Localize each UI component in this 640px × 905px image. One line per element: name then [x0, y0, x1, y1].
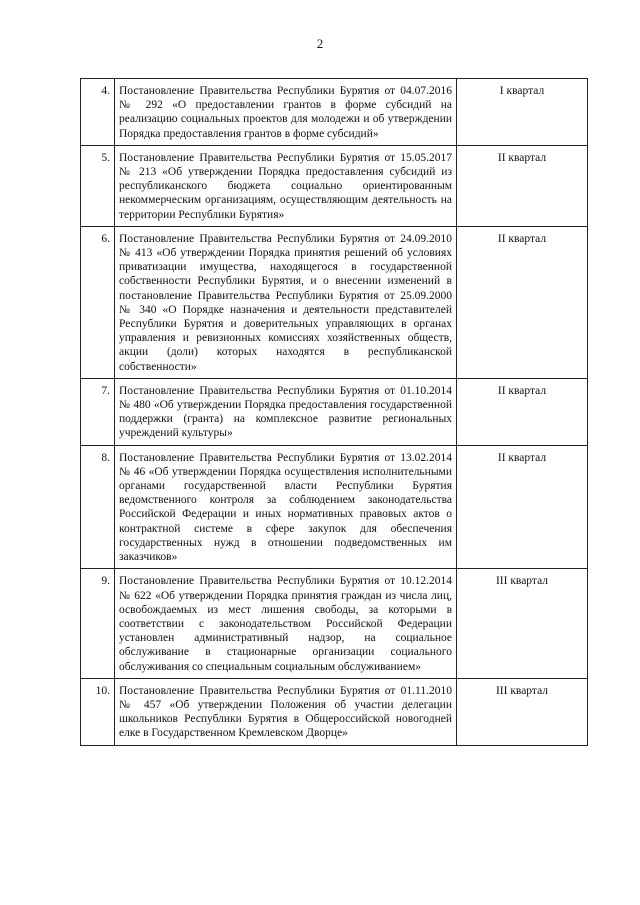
table-row — [81, 378, 588, 445]
plan-table — [80, 78, 588, 746]
row-period: I квартал — [457, 79, 588, 146]
row-document-title: Постановление Правительства Республики Бурятия от 13.02.2014 № 46 «Об утверждении Порядка осуществления исполнительными органами государственной власти Республики Бурятия ведомственного контроля за соблюдением законодательства Российской Федерации и иных нормативных правовых актов о контрактной системе в сфере закупок для обеспечения государственных нужд в отношении подведомственных им заказчиков» — [115, 445, 457, 569]
row-period: III квартал — [457, 569, 588, 678]
row-period: II квартал — [457, 145, 588, 226]
row-period: III квартал — [457, 678, 588, 745]
row-period: II квартал — [457, 378, 588, 445]
row-document-title: Постановление Правительства Республики Бурятия от 15.05.2017 № 213 «Об утверждении Порядка предоставления субсидий из республиканского бюджета социально ориентированным некоммерческим организациям, осуществляющим деятельность на территории Республики Бурятия» — [115, 145, 457, 226]
row-number: 5. — [81, 145, 115, 226]
row-document-title: Постановление Правительства Республики Бурятия от 24.09.2010 № 413 «Об утверждении Порядка принятия решений об условиях приватизации имущества, находящегося в государственной собственности Республики Бурятия, и о внесении изменений в постановление Правительства Республики Бурятия от 25.09.2000 № 340 «О Порядке назначения и деятельности представителей Республики Бурятия и доверительных управляющих в органах управления и ревизионных комиссиях хозяйственных обществ, акции (доли) которых находятся в республиканской собственности» — [115, 226, 457, 378]
row-period: II квартал — [457, 445, 588, 569]
table-row — [81, 145, 588, 226]
table-row — [81, 569, 588, 678]
row-document-title: Постановление Правительства Республики Бурятия от 01.10.2014 № 480 «Об утверждении Порядка предоставления государственной поддержки (гранта) на комплексное развитие региональных учреждений культуры» — [115, 378, 457, 445]
table-row — [81, 445, 588, 569]
table-row — [81, 79, 588, 146]
row-document-title: Постановление Правительства Республики Бурятия от 01.11.2010 № 457 «Об утверждении Положения об участии делегации школьников Республики Бурятия в Общероссийской новогодней елке в Государственном Кремлевском Дворце» — [115, 678, 457, 745]
row-number: 9. — [81, 569, 115, 678]
row-number: 6. — [81, 226, 115, 378]
row-number: 4. — [81, 79, 115, 146]
row-period: II квартал — [457, 226, 588, 378]
page-number: 2 — [316, 36, 324, 51]
row-number: 7. — [81, 378, 115, 445]
row-number: 8. — [81, 445, 115, 569]
row-document-title: Постановление Правительства Республики Бурятия от 10.12.2014 № 622 «Об утверждении Порядка принятия граждан из числа лиц, освобождаемых из мест лишения свободы, за которыми в соответствии с законодательством Российской Федерации установлен административный надзор, на социальное обслуживание в стационарные организации социального обслуживания со специальным социальным обслуживанием» — [115, 569, 457, 678]
table-row — [81, 678, 588, 745]
row-number: 10. — [81, 678, 115, 745]
row-document-title: Постановление Правительства Республики Бурятия от 04.07.2016 № 292 «О предоставлении грантов в форме субсидий на реализацию социальных проектов для молодежи и об утверждении Порядка предоставления грантов в форме субсидий» — [115, 79, 457, 146]
table-row — [81, 226, 588, 378]
